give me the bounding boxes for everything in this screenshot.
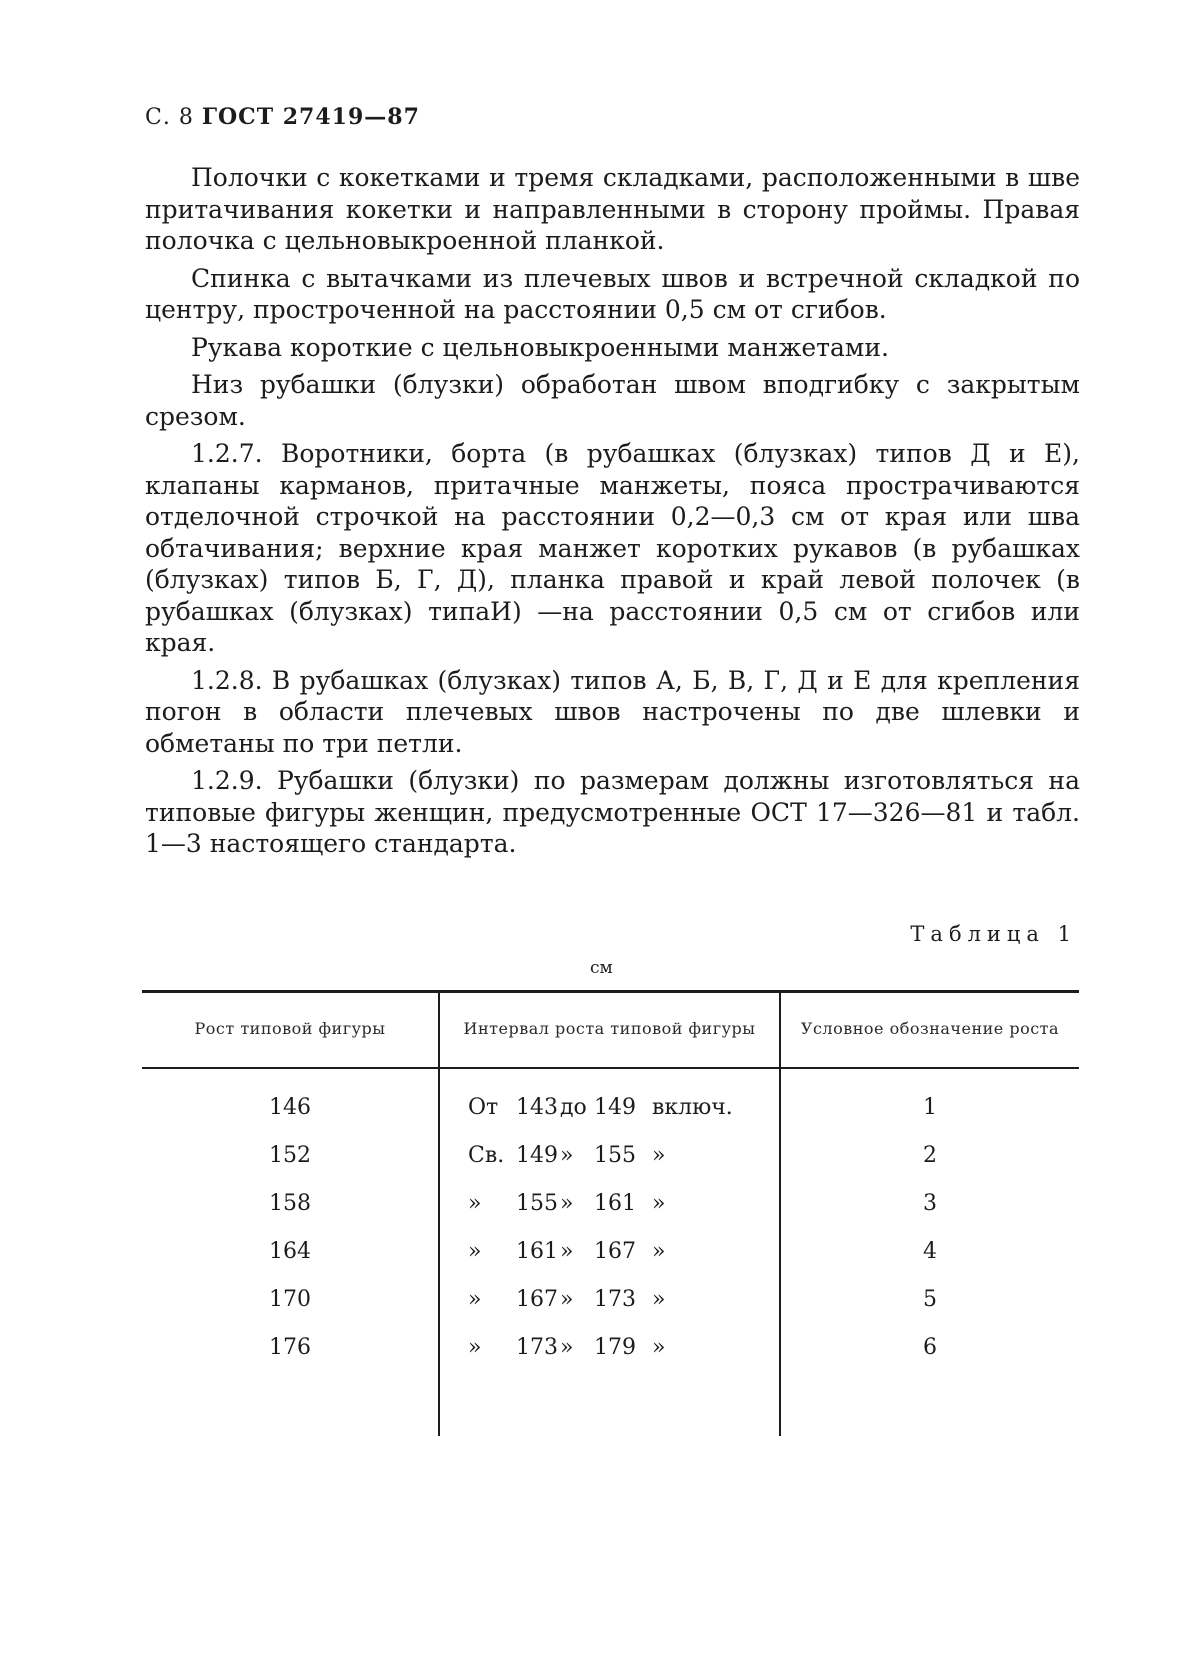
paragraph: 1.2.7. Воротники, борта (в рубашках (блузках) типов Д и Е), клапаны карманов, притачные манжеты, пояса прострачиваются отделочной строчкой на расстоянии 0,2—0,3 см от края или шва обтачивания; верхние края манжет коротких рукавов (в рубашках (блузках) типов Б, Г, Д), планка правой и край левой полочек (в рубашках (блузках) типаИ) —на расстоянии 0,5 см от сгибов или края. <box>145 439 1080 657</box>
interval-prefix: » <box>468 1239 482 1264</box>
interval-from: 167 <box>516 1287 558 1312</box>
paragraph: Спинка с вытачками из плечевых швов и встречной складкой по центру, простроченной на расстоянии 0,5 см от сгибов. <box>145 263 1080 324</box>
interval-inclusive: » <box>652 1287 666 1312</box>
page-header <box>145 104 420 130</box>
code-cell: 3 <box>923 1191 937 1216</box>
interval-upto: 149 <box>594 1095 636 1120</box>
height-cell: 176 <box>269 1335 311 1360</box>
table-row <box>142 1334 1079 1382</box>
code-cell: 2 <box>923 1143 937 1168</box>
interval-from: 149 <box>516 1143 558 1168</box>
interval-inclusive: включ. <box>652 1095 733 1120</box>
body-text <box>145 162 1080 866</box>
interval-inclusive: » <box>652 1143 666 1168</box>
interval-upto: 155 <box>594 1143 636 1168</box>
interval-to: » <box>560 1191 574 1216</box>
table-unit: см <box>590 958 613 978</box>
interval-from: 161 <box>516 1239 558 1264</box>
interval-upto: 173 <box>594 1287 636 1312</box>
interval-from: 173 <box>516 1335 558 1360</box>
paragraph: Рукава короткие с цельновыкроенными манжетами. <box>191 332 889 362</box>
height-cell: 152 <box>269 1143 311 1168</box>
interval-upto: 161 <box>594 1191 636 1216</box>
table-top-rule <box>142 990 1079 993</box>
interval-cell <box>468 1334 768 1382</box>
interval-cell <box>468 1094 768 1142</box>
table-row <box>142 1094 1079 1142</box>
interval-cell <box>468 1142 768 1190</box>
paragraph: Низ рубашки (блузки) обработан швом вподгибку с закрытым срезом. <box>145 370 1080 431</box>
interval-inclusive: » <box>652 1335 666 1360</box>
interval-prefix: » <box>468 1335 482 1360</box>
page-number: С. 8 <box>145 105 194 130</box>
code-cell: 6 <box>923 1335 937 1360</box>
interval-cell <box>468 1190 768 1238</box>
table-row <box>142 1286 1079 1334</box>
column-header-height: Рост типовой фигуры <box>194 1019 386 1038</box>
height-cell: 146 <box>269 1095 311 1120</box>
interval-inclusive: » <box>652 1191 666 1216</box>
code-cell: 5 <box>923 1287 937 1312</box>
interval-prefix: » <box>468 1191 482 1216</box>
interval-to: до <box>560 1095 587 1120</box>
interval-from: 155 <box>516 1191 558 1216</box>
paragraph: Полочки с кокетками и тремя складками, расположенными в шве притачивания кокетки и направленными в сторону проймы. Правая полочка с цельновыкроенной планкой. <box>145 163 1080 255</box>
height-cell: 164 <box>269 1239 311 1264</box>
table-row <box>142 1142 1079 1190</box>
height-table <box>142 990 1079 1436</box>
table-row <box>142 1238 1079 1286</box>
interval-inclusive: » <box>652 1239 666 1264</box>
paragraph: 1.2.8. В рубашках (блузках) типов А, Б, В, Г, Д и Е для крепления погон в области плечевых швов настрочены по две шлевки и обметаны по три петли. <box>145 665 1080 758</box>
code-cell: 4 <box>923 1239 937 1264</box>
height-cell: 158 <box>269 1191 311 1216</box>
table-caption: Таблица 1 <box>910 922 1077 946</box>
table-header-rule <box>142 1067 1079 1069</box>
table-row <box>142 1190 1079 1238</box>
interval-prefix: » <box>468 1287 482 1312</box>
column-header-code: Условное обозначение роста <box>800 1019 1060 1038</box>
interval-prefix: Св. <box>468 1143 505 1168</box>
standard-number: ГОСТ 27419—87 <box>201 104 420 130</box>
interval-upto: 179 <box>594 1335 636 1360</box>
interval-cell <box>468 1286 768 1334</box>
interval-to: » <box>560 1335 574 1360</box>
interval-from: 143 <box>516 1095 558 1120</box>
interval-upto: 167 <box>594 1239 636 1264</box>
table-body <box>142 1094 1079 1382</box>
interval-to: » <box>560 1239 574 1264</box>
interval-to: » <box>560 1143 574 1168</box>
interval-cell <box>468 1238 768 1286</box>
paragraph: 1.2.9. Рубашки (блузки) по размерам должны изготовляться на типовые фигуры женщин, предусмотренные ОСТ 17—326—81 и табл. 1—3 настоящего стандарта. <box>145 766 1080 858</box>
interval-to: » <box>560 1287 574 1312</box>
code-cell: 1 <box>923 1095 937 1120</box>
interval-prefix: От <box>468 1095 499 1120</box>
column-header-interval: Интервал роста типовой фигуры <box>463 1019 756 1038</box>
height-cell: 170 <box>269 1287 311 1312</box>
